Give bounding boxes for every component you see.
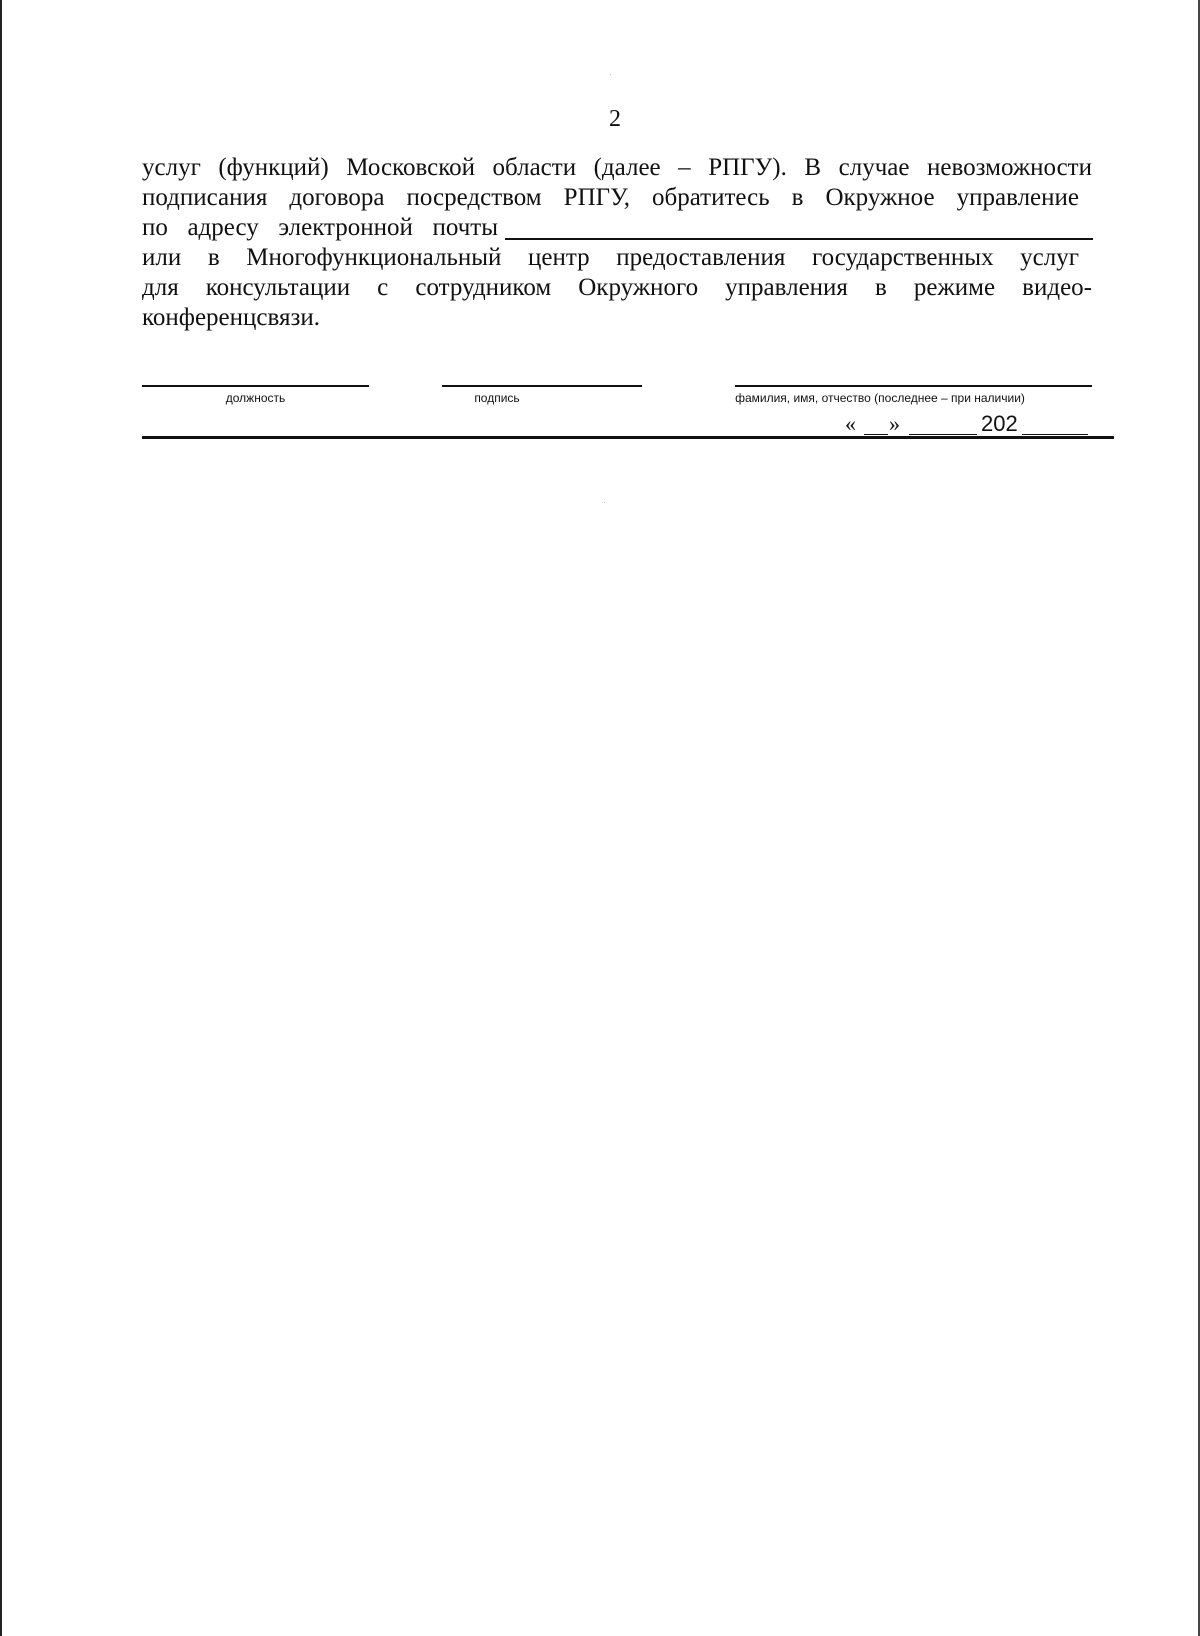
fullname-caption: фамилия, имя, отчество (последнее – при наличии) xyxy=(735,391,1025,405)
body-line-6: конференцсвязи. xyxy=(142,304,320,331)
position-caption: должность xyxy=(225,391,286,405)
scan-speck xyxy=(610,74,611,75)
page-number: 2 xyxy=(609,106,621,132)
scan-speck xyxy=(604,502,605,503)
page-edge-left xyxy=(0,0,2,1636)
body-line-2: подписания договора посредством РПГУ, обратитесь в Окружное управление xyxy=(142,184,1079,211)
body-line-4: или в Многофункциональный центр предоставления государственных услуг xyxy=(142,244,1079,271)
date-year-prefix: 202 xyxy=(981,411,1018,436)
date-day-blank xyxy=(864,434,888,435)
body-line-5: для консультации с сотрудником Окружного управления в режиме видео- xyxy=(142,274,1092,301)
date-open-quote: « xyxy=(845,411,856,436)
bottom-rule xyxy=(142,436,1114,439)
signature-caption: подпись xyxy=(474,391,520,405)
date-month-blank xyxy=(909,434,977,435)
body-line-1: услуг (функций) Московской области (далее – РПГУ). В случае невозможности xyxy=(142,154,1092,181)
fullname-blank-line xyxy=(735,385,1092,387)
date-close-quote: » xyxy=(889,411,900,436)
signature-blank-line xyxy=(442,385,642,387)
email-blank-field xyxy=(505,238,1093,240)
position-blank-line xyxy=(142,385,369,387)
email-label: по адресу электронной почты xyxy=(142,214,498,241)
date-year-blank xyxy=(1022,434,1088,435)
